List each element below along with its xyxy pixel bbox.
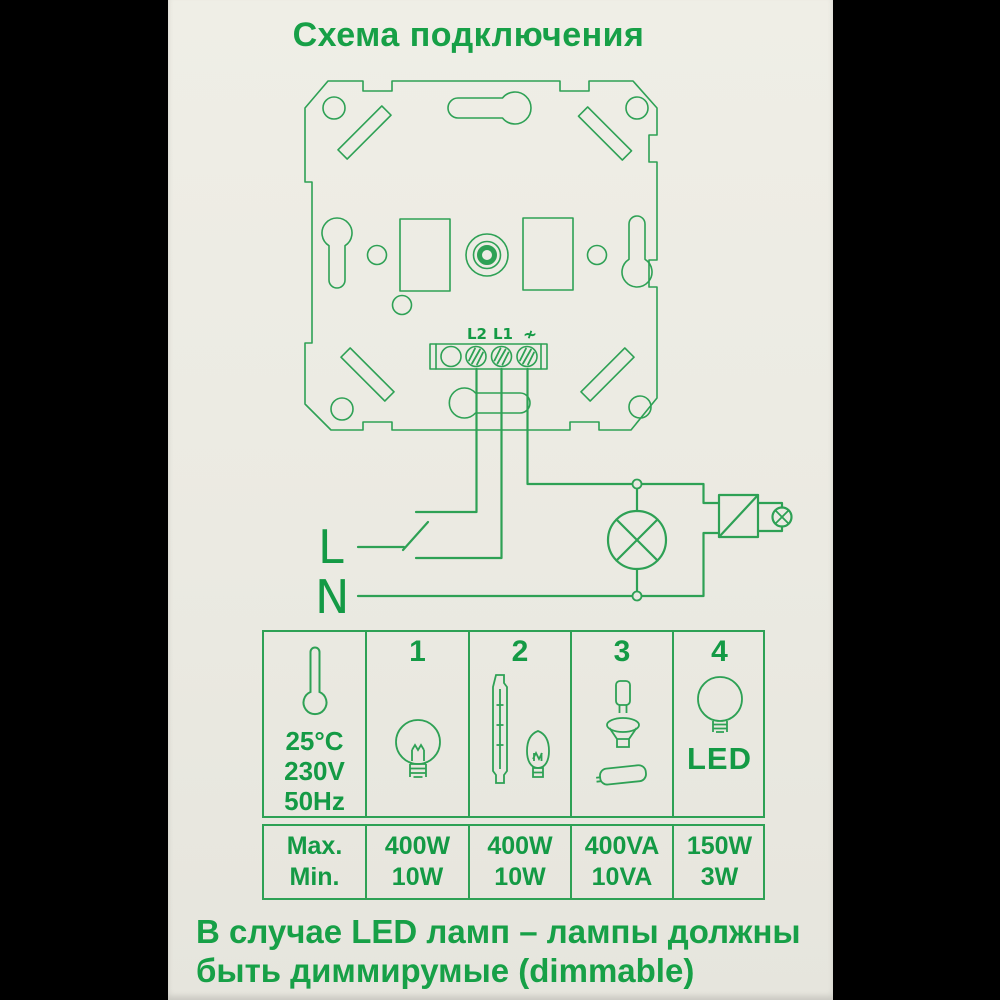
led-bulb-icon: [692, 675, 748, 739]
column-4-header: 4: [711, 635, 728, 668]
small-hole: [368, 246, 387, 265]
capsule-lamp-icon: [616, 681, 630, 713]
lamp-type-table: [262, 630, 765, 818]
screw-hole-icon: [626, 97, 648, 119]
right-keyhole-slot: [622, 216, 652, 287]
limits-column-2: [468, 826, 570, 898]
column-3-header: 3: [613, 635, 631, 668]
terminal-block: [430, 325, 547, 369]
diagonal-slot: [578, 107, 631, 160]
screw-hole-icon: [323, 97, 345, 119]
limits-column-4: [672, 826, 765, 898]
led-note-line2: быть диммирумые (dimmable): [196, 952, 695, 989]
min-value: 10W: [391, 863, 444, 891]
dimmer-spindle: [466, 234, 508, 276]
small-hole: [588, 246, 607, 265]
reflector-lamp-icon: [607, 718, 639, 747]
wire-l1: [416, 369, 502, 558]
wire-l2: [416, 369, 477, 512]
screw-hole-icon: [331, 398, 353, 420]
wiring-diagram: [168, 55, 833, 625]
small-hole: [393, 296, 412, 315]
terminal-label-l1: L1: [493, 325, 513, 343]
min-value: 10W: [494, 863, 546, 891]
limits-labels-cell: [264, 826, 365, 898]
terminal-label-ac: ≁: [522, 325, 538, 345]
top-keyhole-slot: [448, 92, 531, 124]
screw-slots: [469, 349, 534, 365]
transformer-strip-icon: [595, 765, 646, 786]
limits-column-3: [570, 826, 672, 898]
lamp-column-3: [570, 632, 672, 816]
lamp-column-2: [468, 632, 570, 816]
lamp-symbol: [608, 489, 666, 592]
limits-column-1: [365, 826, 468, 898]
lamp-column-4: [672, 632, 765, 816]
power-limits-table: [262, 824, 765, 900]
live-label: L: [318, 520, 344, 574]
led-note-line1: В случае LED ламп – лампы должны: [196, 913, 801, 950]
max-value: 400W: [487, 832, 553, 860]
bottom-keyhole-slot: [449, 388, 530, 418]
halogen-lamps-icon: [470, 673, 570, 805]
left-keyhole-slot: [322, 218, 352, 288]
junction-dot: [633, 480, 642, 489]
condition-voltage: 230V: [284, 756, 345, 786]
diagonal-slot: [338, 106, 391, 159]
label-sheet: [168, 0, 833, 1000]
claw-window: [400, 219, 450, 291]
screw-hole-icon: [629, 396, 651, 418]
condition-temperature: 25°C: [285, 726, 344, 756]
terminal-label-l2: L2: [467, 325, 487, 343]
max-value: 150W: [686, 832, 753, 860]
wire-ac: [528, 369, 720, 503]
condition-frequency: 50Hz: [284, 786, 345, 816]
low-voltage-lamp-icon: [773, 508, 792, 527]
min-value: 10VA: [591, 863, 653, 891]
max-label: Max.: [286, 832, 343, 860]
column-2-header: 2: [511, 635, 529, 668]
mounting-plate: [305, 81, 657, 430]
min-value: 3W: [700, 863, 739, 891]
page-title: Схема подключения: [292, 16, 645, 54]
thermometer-icon: [299, 640, 331, 722]
circuit-wiring: [315, 369, 792, 624]
low-voltage-set-icon: [572, 679, 672, 801]
linear-halogen-tube-icon: [493, 675, 507, 783]
diagonal-slot: [341, 348, 394, 401]
candle-bulb-icon: [527, 731, 549, 777]
diagonal-slot: [581, 348, 634, 401]
led-note: [196, 912, 816, 990]
max-value: 400VA: [584, 832, 660, 860]
transformer-symbol: [719, 495, 792, 537]
junction-dot: [633, 592, 642, 601]
min-label: Min.: [289, 863, 340, 891]
conditions-cell: [264, 632, 365, 816]
switch-blade: [403, 522, 428, 550]
lamp-column-1: [365, 632, 468, 816]
column-1-header: 1: [409, 635, 426, 668]
led-label: LED: [687, 741, 752, 776]
neutral-label: N: [315, 570, 350, 624]
max-value: 400W: [384, 832, 451, 860]
claw-window: [523, 218, 573, 290]
incandescent-bulb-icon: [390, 717, 446, 791]
